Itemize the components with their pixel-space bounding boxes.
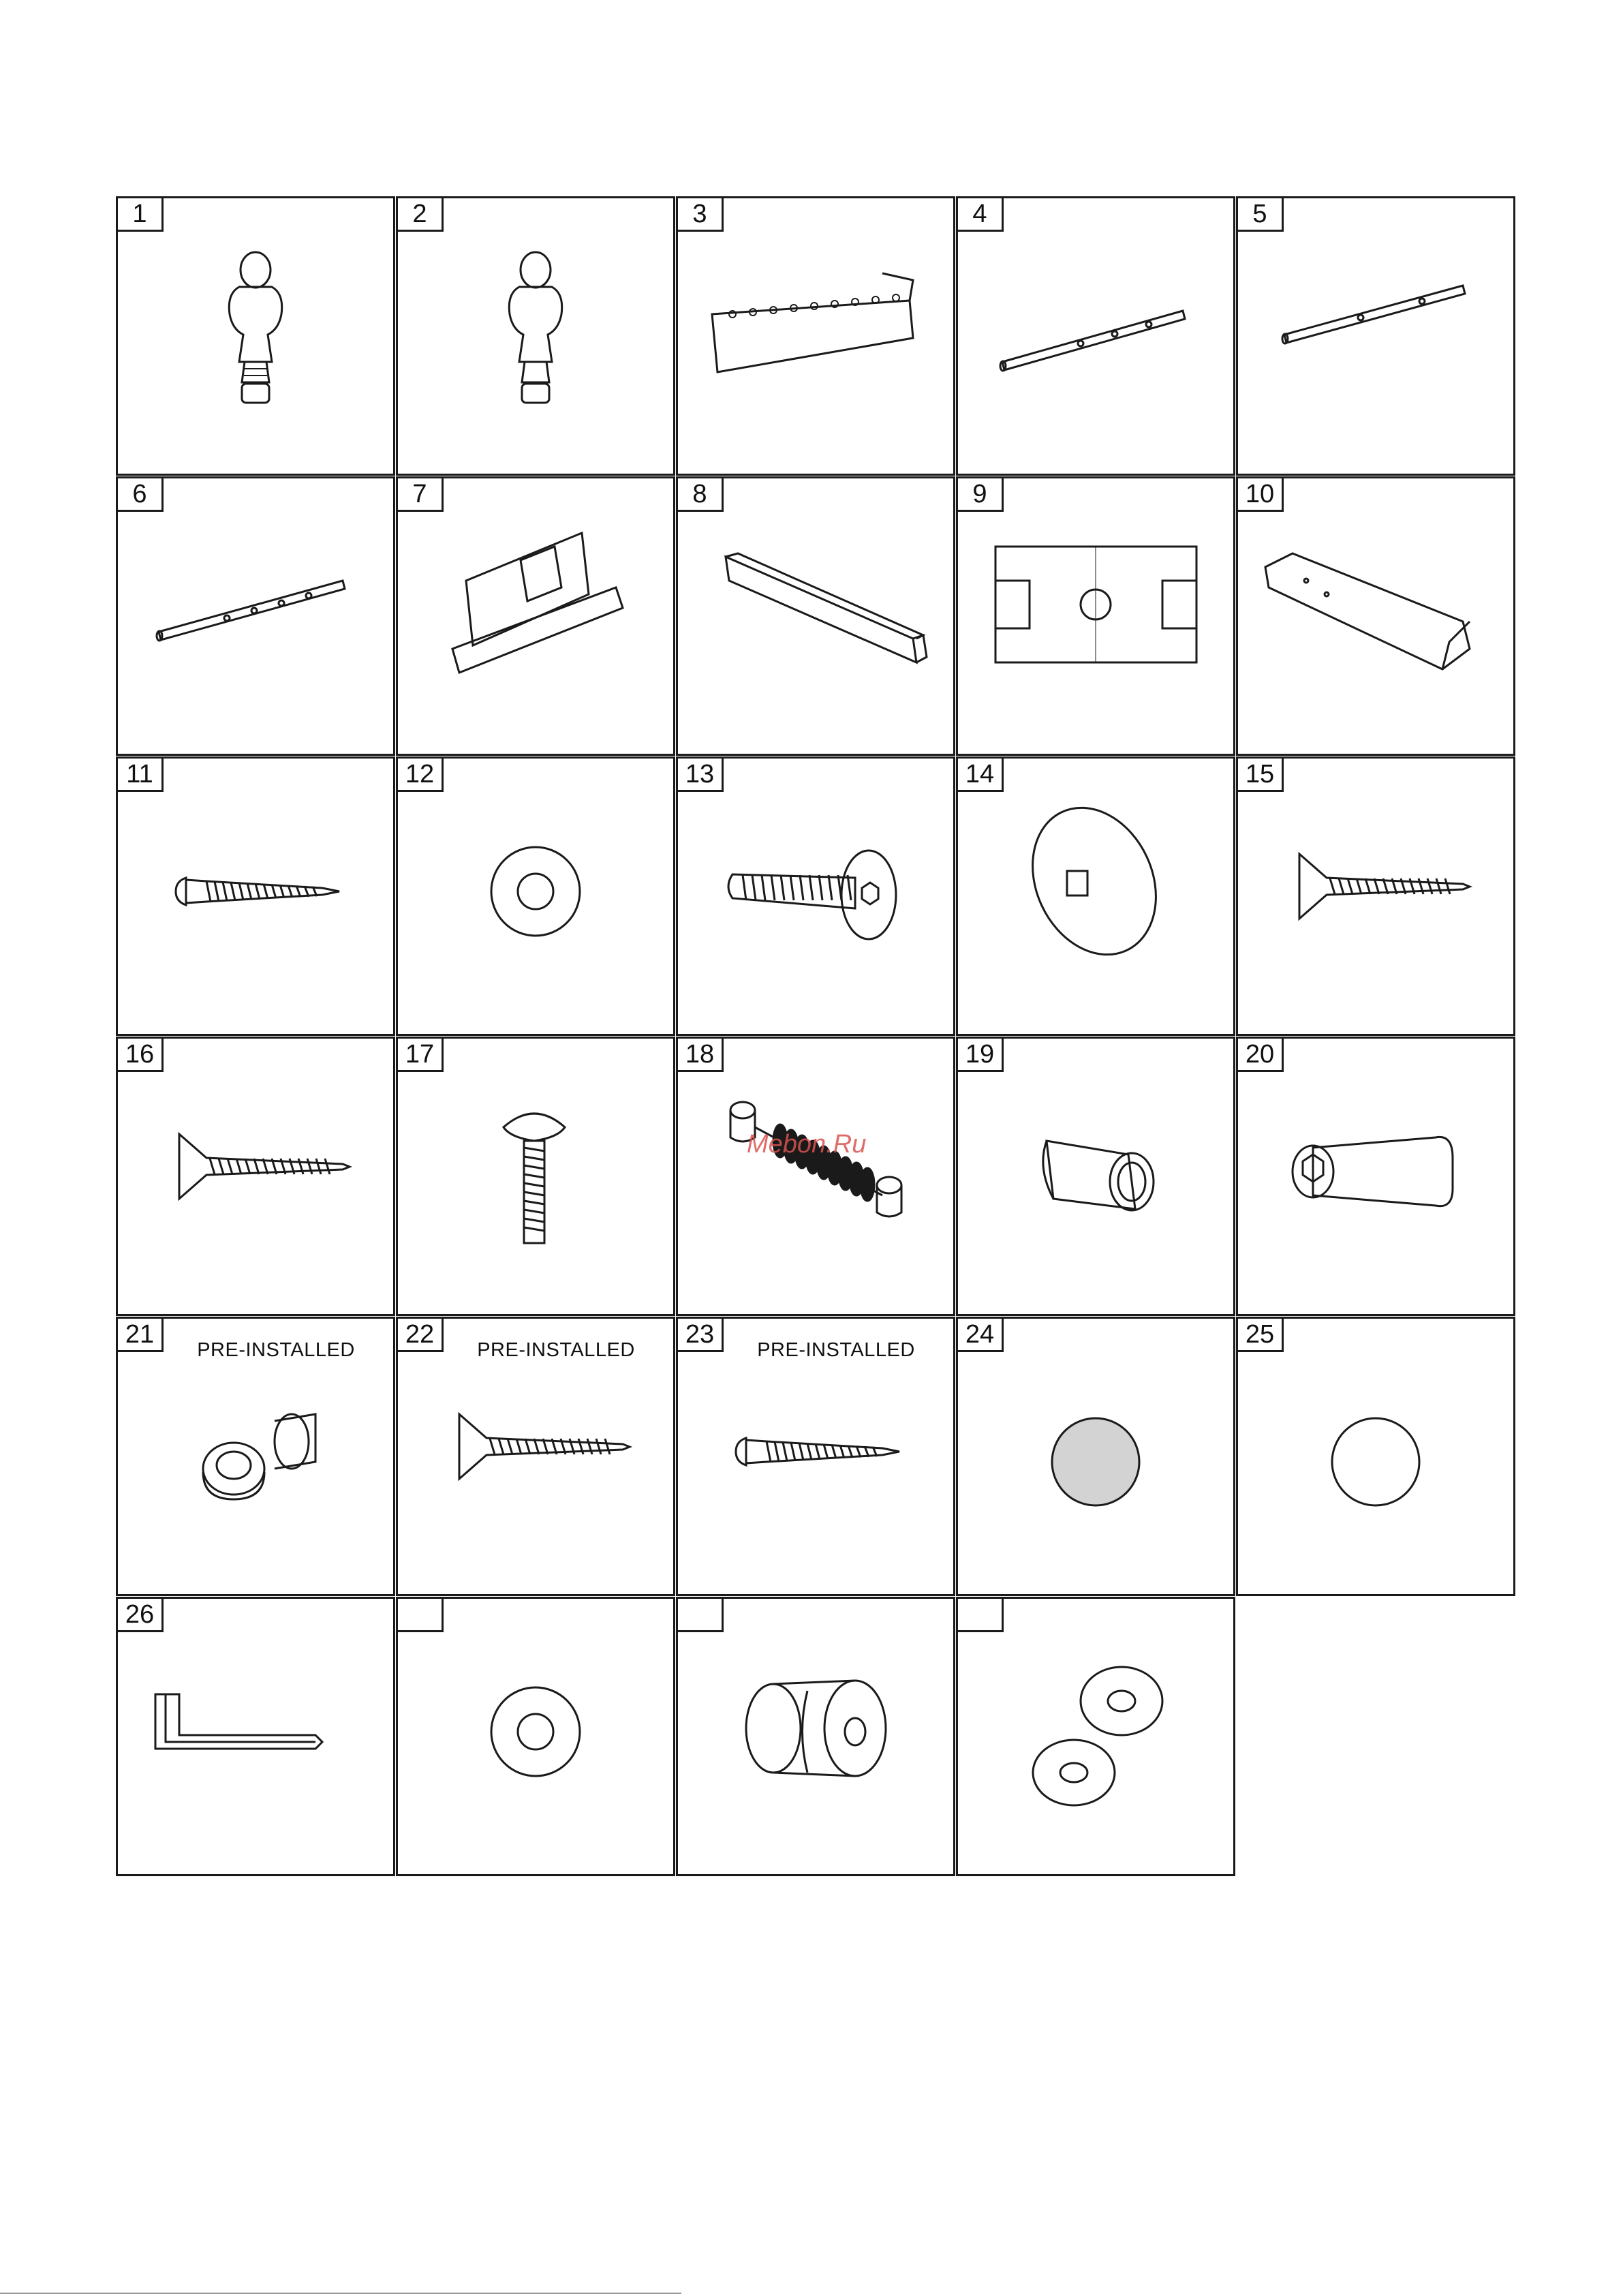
part-number: 24 (956, 1317, 1004, 1352)
part-number: 2 (396, 196, 444, 232)
washer-icon (398, 1599, 673, 1874)
part-number: 3 (676, 196, 724, 232)
thumb-screw-icon (398, 1039, 673, 1314)
footer-rule (0, 2293, 681, 2294)
part-cell (956, 756, 1235, 1036)
part-cell (116, 196, 395, 476)
part-cell (676, 756, 955, 1036)
leg-icon (1238, 478, 1513, 754)
part-cell (956, 196, 1235, 476)
part-cell (1236, 756, 1515, 1036)
part-cell (116, 1597, 395, 1876)
part-cell (1236, 476, 1515, 756)
part-number: 17 (396, 1037, 444, 1072)
pre-installed-note: PRE-INSTALLED (477, 1339, 635, 1361)
pan-head-screw-icon (118, 759, 393, 1034)
part-cell (676, 1317, 955, 1596)
hex-bolt-icon (678, 759, 953, 1034)
bumper-spring-icon (678, 1039, 953, 1314)
part-cell (676, 1597, 955, 1876)
pre-installed-note: PRE-INSTALLED (197, 1339, 355, 1361)
part-number: 21 (116, 1317, 164, 1352)
part-number: 20 (1236, 1037, 1284, 1072)
light-player-figure-icon (118, 198, 393, 474)
dark-player-figure-icon (398, 198, 673, 474)
part-cell (116, 756, 395, 1036)
playfield-icon (958, 478, 1233, 754)
part-number: 18 (676, 1037, 724, 1072)
handle-grip-icon (1238, 1039, 1513, 1314)
pre-installed-note: PRE-INSTALLED (757, 1339, 915, 1361)
hex-key-icon (118, 1599, 393, 1874)
white-ball-icon (1238, 1319, 1513, 1594)
part-cell (396, 1597, 675, 1876)
flat-head-screw-icon (1238, 759, 1513, 1034)
part-cell (1236, 1037, 1515, 1316)
part-cell (396, 1037, 675, 1316)
part-number: 10 (1236, 476, 1284, 512)
watermark: Mebon.Ru (747, 1130, 867, 1159)
part-number: 16 (116, 1037, 164, 1072)
part-cell (396, 476, 675, 756)
part-number: 19 (956, 1037, 1004, 1072)
bushing-icon (958, 1039, 1233, 1314)
long-rod-icon (958, 198, 1233, 474)
part-number: 12 (396, 756, 444, 792)
short-rod-icon (118, 478, 393, 754)
part-number: 7 (396, 476, 444, 512)
rail-icon (678, 478, 953, 754)
flat-head-screw-icon (398, 1319, 673, 1594)
spool-icon (678, 1599, 953, 1874)
bearing-set-icon (118, 1319, 393, 1594)
part-number: 4 (956, 196, 1004, 232)
washer-icon (398, 759, 673, 1034)
pan-head-screw-icon (678, 1319, 953, 1594)
part-number: 11 (116, 756, 164, 792)
part-cell (1236, 1317, 1515, 1596)
grey-ball-icon (958, 1319, 1233, 1594)
part-cell (116, 1037, 395, 1316)
part-cell (396, 756, 675, 1036)
part-cell (396, 1317, 675, 1596)
part-cell (956, 476, 1235, 756)
rubber-bumpers-icon (958, 1599, 1233, 1874)
goal-box-icon (398, 478, 673, 754)
part-number: 6 (116, 476, 164, 512)
part-number: 22 (396, 1317, 444, 1352)
part-cell (116, 476, 395, 756)
part-cell (396, 196, 675, 476)
part-cell (956, 1597, 1235, 1876)
part-cell (1236, 196, 1515, 476)
part-number: 15 (1236, 756, 1284, 792)
flat-head-screw-icon (118, 1039, 393, 1314)
part-number: 14 (956, 756, 1004, 792)
part-number: 25 (1236, 1317, 1284, 1352)
part-cell (676, 1037, 955, 1316)
leveler-foot-icon (958, 759, 1233, 1034)
part-number: 23 (676, 1317, 724, 1352)
part-cell (956, 1317, 1235, 1596)
part-number: 8 (676, 476, 724, 512)
part-number: 5 (1236, 196, 1284, 232)
perforated-panel-icon (678, 198, 953, 474)
part-number: 9 (956, 476, 1004, 512)
part-cell (676, 476, 955, 756)
part-cell (956, 1037, 1235, 1316)
part-cell (116, 1317, 395, 1596)
part-number: 26 (116, 1597, 164, 1632)
part-number: 1 (116, 196, 164, 232)
part-cell (676, 196, 955, 476)
rod-icon (1238, 198, 1513, 474)
part-number: 13 (676, 756, 724, 792)
